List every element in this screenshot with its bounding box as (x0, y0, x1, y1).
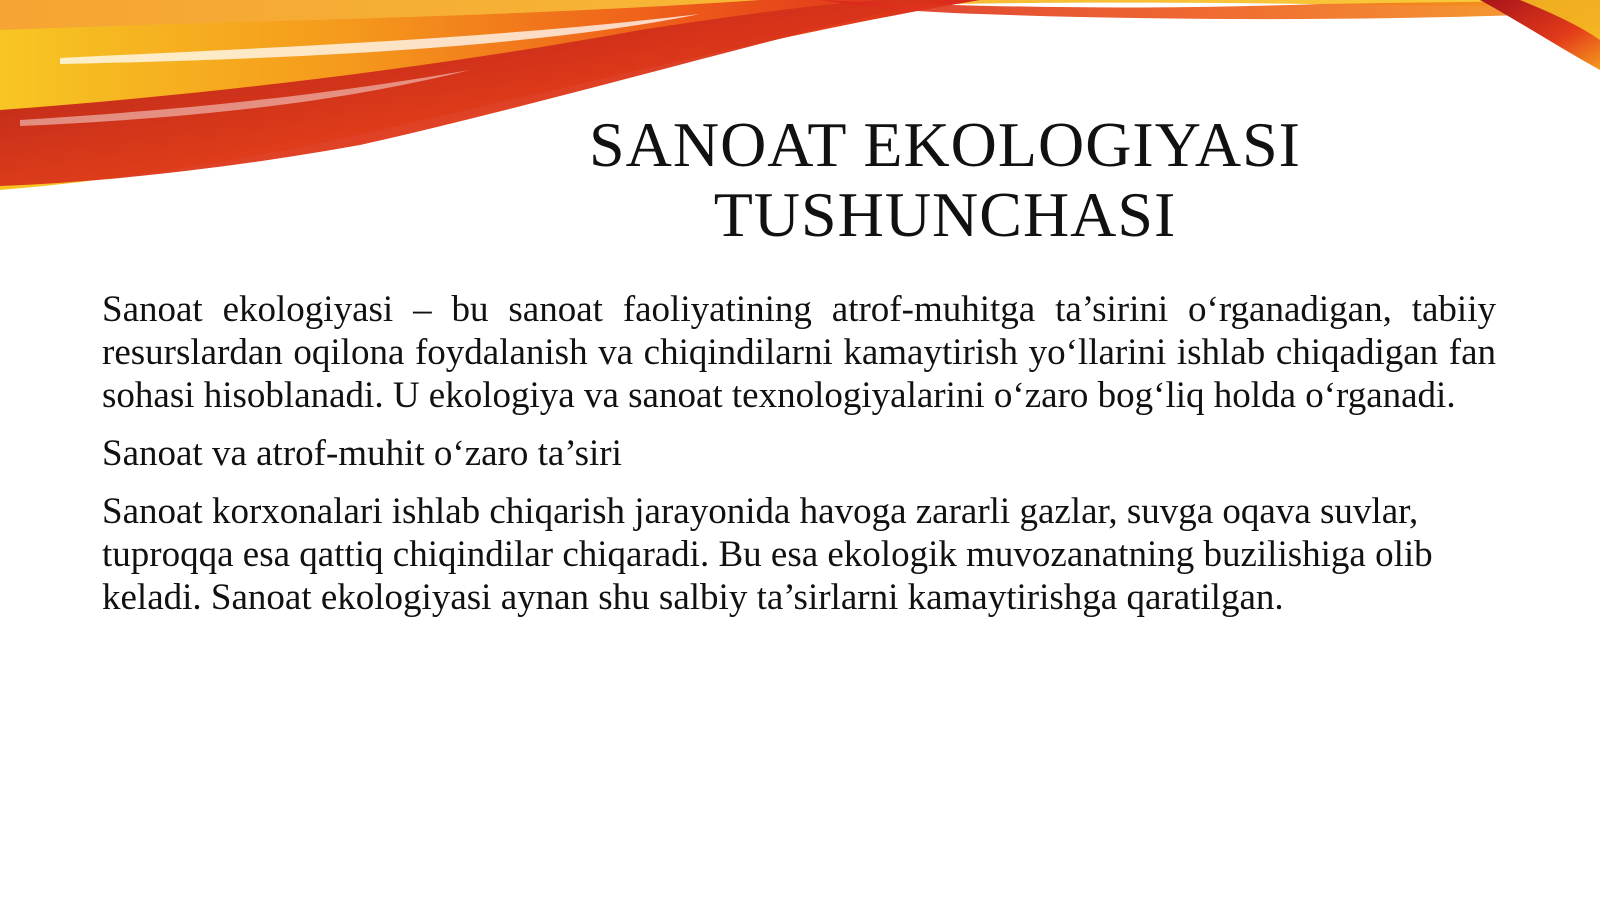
slide-title-line-2: TUSHUNCHASI (713, 179, 1177, 250)
paragraph-impact: Sanoat korxonalari ishlab chiqarish jarayonida havoga zararli gazlar, suvga oqava suvlar, tuproqqa esa qattiq chiqindilar chiqaradi. Bu esa ekologik muvozanatning buzilishiga olib keladi. Sanoat ekologiyasi aynan shu salbiy ta’sirlarni kamaytirishga qaratilgan. (102, 491, 1433, 618)
paragraph-subheading: Sanoat va atrof-muhit o‘zaro ta’siri (102, 433, 622, 474)
slide-body (102, 288, 1496, 634)
slide-title (520, 110, 1370, 250)
paragraph-definition: Sanoat ekologiyasi – bu sanoat faoliyatining atrof-muhitga ta’sirini o‘rganadigan, tabiiy resurslardan oqilona foydalanish va chiqindilarni kamaytirish yo‘llarini ishlab chiqadigan fan sohasi hisoblanadi. U ekologiya va sanoat texnologiyalarini o‘zaro bog‘liq holda o‘rganadi. (102, 289, 1496, 416)
slide-title-line-1: SANOAT EKOLOGIYASI (589, 109, 1301, 180)
